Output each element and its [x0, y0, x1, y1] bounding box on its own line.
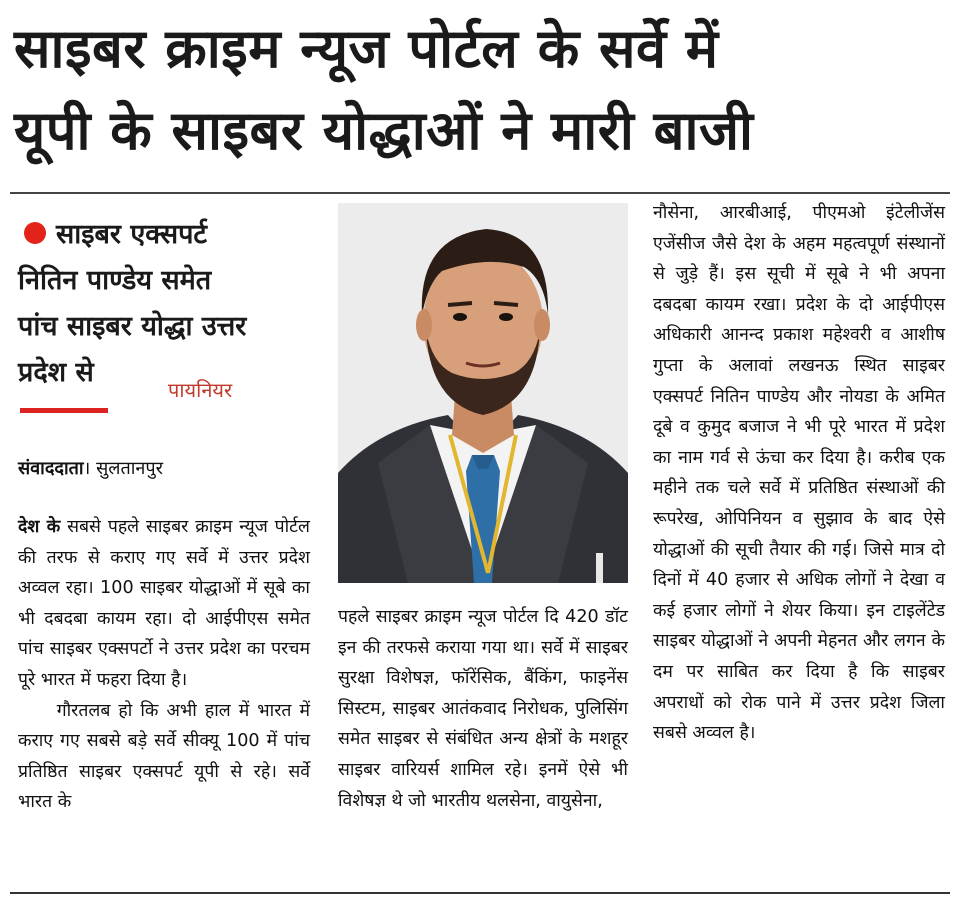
headline-line-2: यूपी के साइबर योद्धाओं ने मारी बाजी: [14, 99, 754, 162]
red-bullet-icon: [24, 222, 46, 244]
article-paragraph: पहले साइबर क्राइम न्यूज पोर्टल दि 420 डॉट इन की तरफसे कराया गया था। सर्वे में साइबर सुरक्षा विशेषज्ञ, फॉरेंसिक, बैंकिंग, फाइनेंस सिस्टम, साइबर आतंकवाद निरोधक, पुलिसिंग समेत साइबर से संबंधित अन्य क्षेत्रों के मशहूर साइबर वारियर्स शामिल रहे। इनमें ऐसे भी विशेषज्ञ थे जो भारतीय थलसेना, वायुसेना,: [338, 607, 628, 811]
byline-reporter: संवाददाता: [18, 458, 84, 479]
bottom-divider: [10, 892, 950, 894]
kicker: [18, 212, 318, 396]
article-column-1: [18, 512, 310, 818]
article-text: सबसे पहले साइबर क्राइम न्यूज पोर्टल की तरफ से कराए गए सर्वे में उत्तर प्रदेश अव्वल रहा। 100 साइबर योद्धाओं में सूबे का भी दबदबा कायम रहा। दो आईपीएस समेत पांच साइबर एक्सपर्टो ने उत्तर प्रदेश का परचम पूरे भारत में फहरा दिया है।: [18, 517, 310, 690]
kicker-line-2: नितिन पाण्डेय समेत: [18, 265, 212, 296]
article-lead: देश के: [18, 517, 61, 537]
portrait-illustration: [338, 203, 628, 583]
source-credit: पायनियर: [168, 378, 233, 402]
byline: [18, 456, 163, 480]
article-paragraph: नौसेना, आरबीआई, पीएमओ इंटेलीजेंस एजेंसीज जैसे देश के अहम महत्वपूर्ण संस्थानों से जुड़े हैं। इस सूची में सूबे ने भी अपना दबदबा कायम रखा। प्रदेश के दो आईपीएस अधिकारी आनन्द प्रकाश महेश्वरी व आशीष गुप्ता के अलावां लखनऊ स्थित साइबर एक्सपर्ट नितिन पाण्डेय और नोयडा के अमित दूबे व कुमुद बजाज ने भी पूरे भारत में प्रदेश का नाम गर्व से ऊंचा कर दिया है। करीब एक महीने तक चले सर्वे में प्रतिष्ठित संस्थाओं की रूपरेख, ओपिनियन व सुझाव के बाद ऐसे योद्धाओं की सूची तैयार की गई। जिसे मात्र दो दिनों में 40 हजार से अधिक लोगों ने देखा व कई हजार लोगों ने शेयर किया। इन टाइलेंटेड साइबर योद्धाओं ने अपनी मेहनत और लगन के दम पर साबित कर दिया है कि साइबर अपराधों को रोक पाने में उत्तर प्रदेश जिला सबसे अव्वल है।: [653, 203, 945, 744]
article-column-3: [653, 198, 945, 749]
kicker-line-1: साइबर एक्सपर्ट: [56, 219, 208, 250]
article-paragraph: [18, 512, 310, 696]
kicker-line-4: प्रदेश से: [18, 357, 94, 388]
byline-place: । सुलतानपुर: [83, 458, 163, 479]
article-paragraph: गौरतलब हो कि अभी हाल में भारत में कराए गए सबसे बड़े सर्वे सीक्यू 100 में पांच प्रतिष्ठित साइबर एक्सपर्ट यूपी से रहे। सर्वे भारत के: [18, 700, 310, 813]
headline-divider: [10, 192, 950, 194]
portrait-photo: [338, 203, 628, 583]
kicker-line-3: पांच साइबर योद्धा उत्तर: [18, 311, 247, 342]
kicker-underline: [20, 408, 108, 413]
headline-line-1: साइबर क्राइम न्यूज पोर्टल के सर्वे में: [14, 17, 719, 80]
article-column-2: [338, 602, 628, 816]
